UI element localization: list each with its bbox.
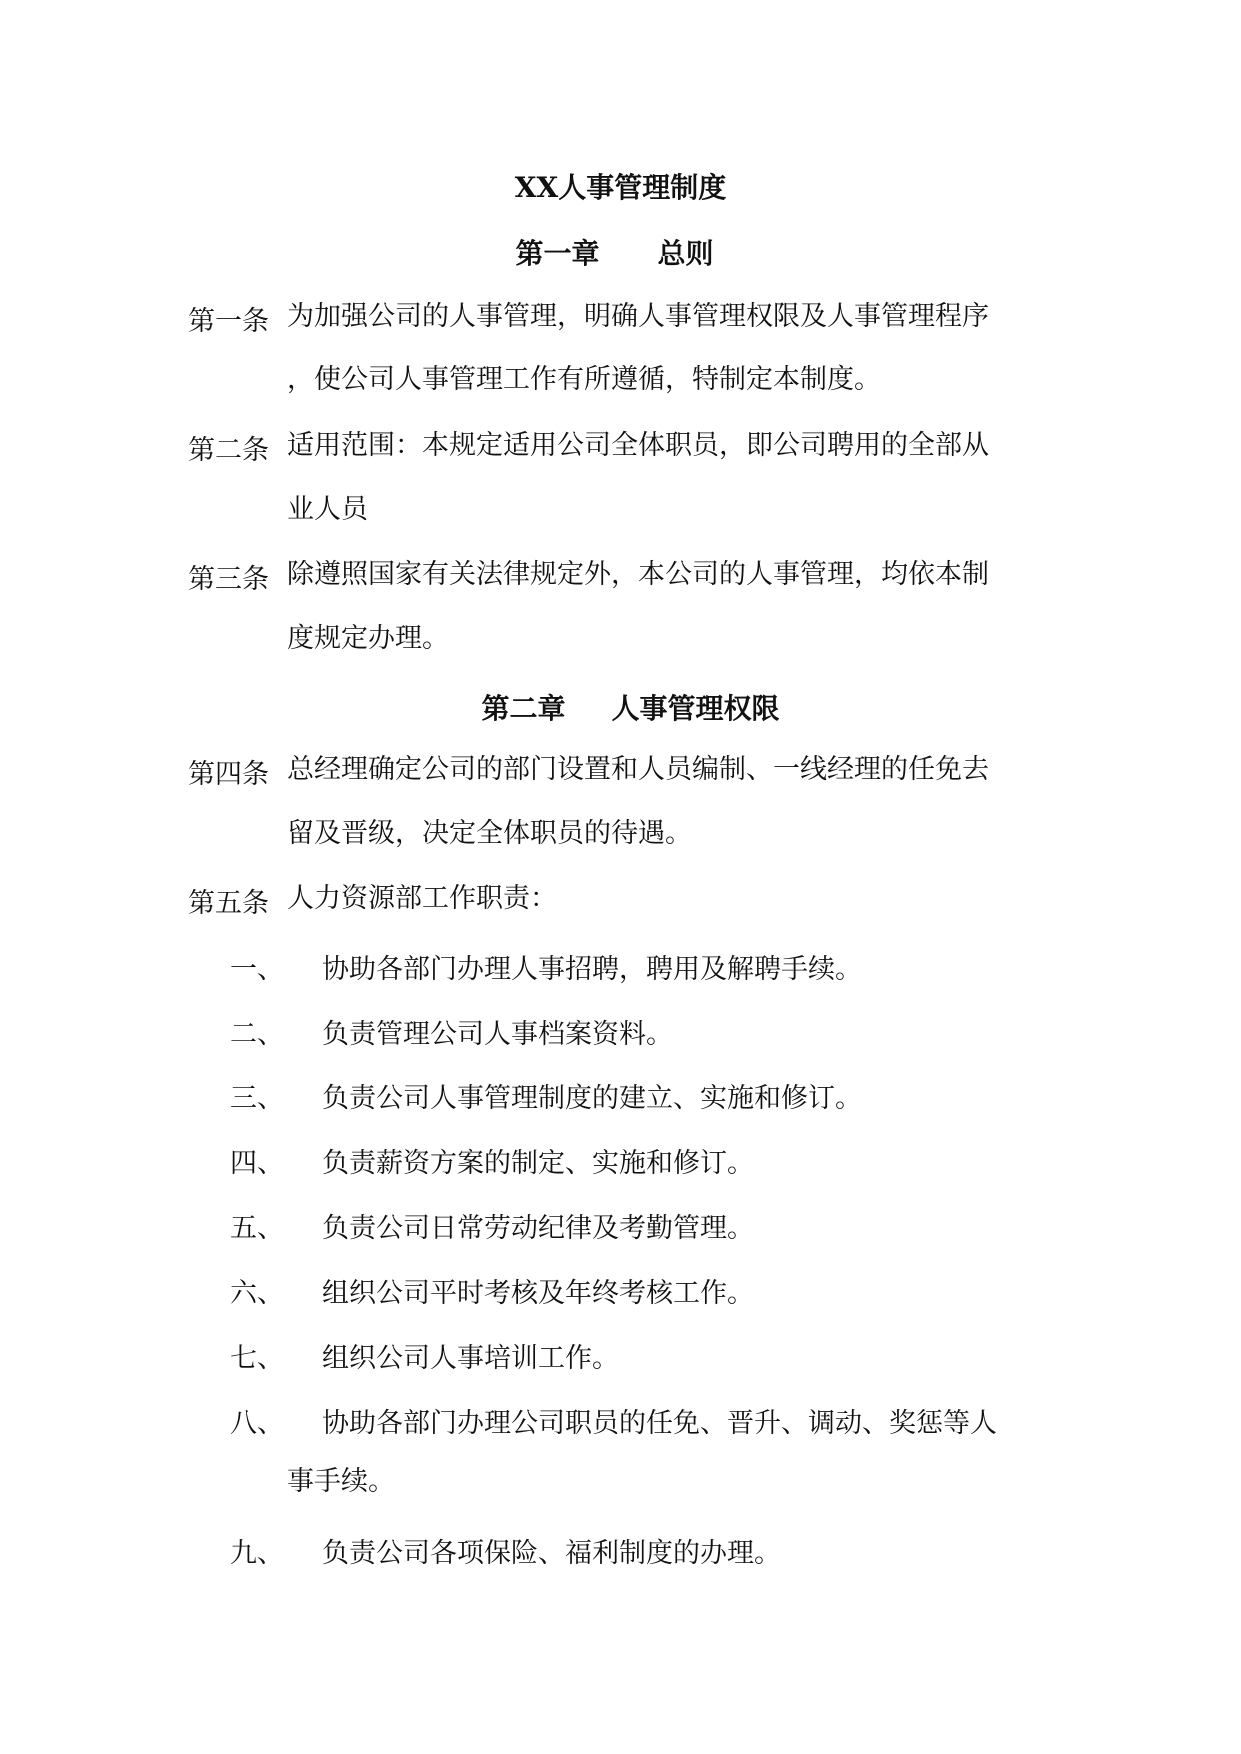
article-text: 除遵照国家有关法律规定外，本公司的人事管理，均依本制 [287,559,989,590]
article-text: 人力资源部工作职责： [287,883,557,914]
duty-text: 协助各部门办理公司职员的任免、晋升、调动、奖惩等人 [322,1408,997,1439]
article-text: 业人员 [287,494,368,525]
duty-number: 九、 [230,1538,284,1569]
duty-text: 负责薪资方案的制定、实施和修订。 [322,1148,754,1179]
duty-number: 七、 [230,1343,284,1374]
duty-text: 负责公司人事管理制度的建立、实施和修订。 [322,1083,862,1114]
duty-number: 五、 [230,1213,284,1244]
article-text: 度规定办理。 [287,623,449,654]
duty-number: 六、 [230,1278,284,1309]
article-text: 为加强公司的人事管理，明确人事管理权限及人事管理程序 [287,301,989,332]
document-title: XX人事管理制度 [514,171,727,204]
chapter-label: 第一章 [515,237,600,270]
duty-number: 二、 [230,1019,284,1050]
chapter-label: 第二章 [481,692,566,725]
article-text: ，使公司人事管理工作有所遵循，特制定本制度。 [287,364,881,395]
duty-text-continuation: 事手续。 [287,1466,395,1497]
chapter-heading-1 [0,232,1235,272]
article-label: 第四条 [188,759,269,790]
article-label: 第一条 [188,306,269,337]
article-label: 第三条 [188,564,269,595]
article-label: 第五条 [188,888,269,919]
article-text: 总经理确定公司的部门设置和人员编制、一线经理的任免去 [287,754,989,785]
duty-text: 负责公司各项保险、福利制度的办理。 [322,1538,781,1569]
duty-number: 四、 [230,1148,284,1179]
duty-number: 八、 [230,1408,284,1439]
duty-number: 一、 [230,954,284,985]
duty-text: 负责管理公司人事档案资料。 [322,1019,673,1050]
duty-text: 协助各部门办理人事招聘，聘用及解聘手续。 [322,954,862,985]
article-text: 留及晋级，决定全体职员的待遇。 [287,818,692,849]
duty-number: 三、 [230,1083,284,1114]
article-text: 适用范围：本规定适用公司全体职员，即公司聘用的全部从 [287,430,989,461]
duty-text: 组织公司平时考核及年终考核工作。 [322,1278,754,1309]
chapter-heading-2 [10,687,1241,727]
chapter-name: 人事管理权限 [611,692,780,725]
duty-text: 负责公司日常劳动纪律及考勤管理。 [322,1213,754,1244]
article-label: 第二条 [188,435,269,466]
chapter-name: 总则 [657,237,714,270]
duty-text: 组织公司人事培训工作。 [322,1343,619,1374]
